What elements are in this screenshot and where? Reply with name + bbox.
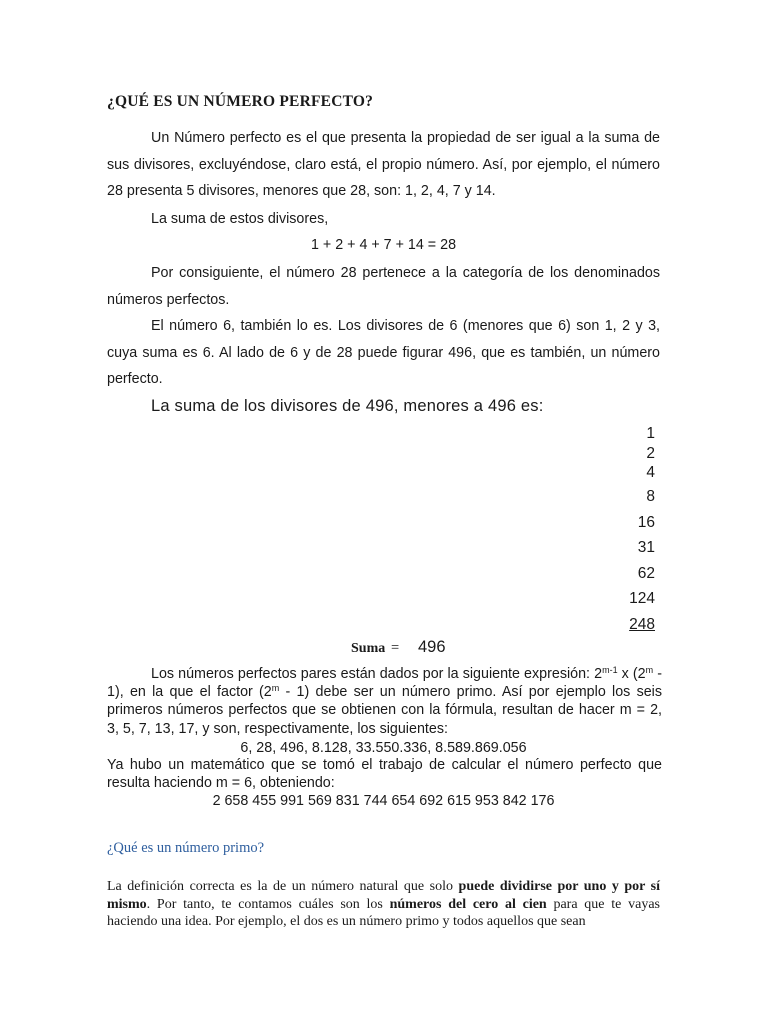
page-title: ¿QUÉ ES UN NÚMERO PERFECTO? (107, 93, 374, 110)
divisor-item-last: 248 (629, 616, 655, 633)
formula-text-2: x (2 (617, 666, 646, 682)
paragraph-number-6-text: El número 6, también lo es. Los divisores de 6 (menores que 6) son 1, 2 y 3, cuya suma es 6. Al lado de 6 y de 28 puede figurar 496, que es también, un número perfecto. (107, 318, 660, 387)
prime-text-2: . Por tanto, te contamos cuáles son los (146, 896, 390, 912)
divisor-item: 31 (637, 539, 655, 556)
sum-equals: = (391, 640, 400, 656)
divisor-item: 4 (646, 464, 655, 481)
formula-text-1: Los números perfectos pares están dados por la siguiente expresión: 2 (151, 666, 603, 682)
paragraph-prime-definition (107, 878, 660, 931)
divisor-item: 1 (646, 425, 655, 442)
formula-sup-3: m (271, 683, 280, 694)
perfect-numbers-list: 6, 28, 496, 8.128, 33.550.336, 8.589.869.056 (240, 740, 527, 756)
paragraph-consequence: Por consiguiente, el número 28 pertenece a la categoría de los denominados números perfectos. (107, 265, 660, 308)
formula-sup-2: m (645, 665, 654, 675)
prime-text-1: La definición correcta es la de un número natural que solo (107, 879, 459, 894)
divisor-item: 124 (629, 590, 655, 607)
equation-28: 1 + 2 + 4 + 7 + 14 = 28 (310, 237, 457, 253)
formula-sup-1: m-1 (602, 665, 618, 675)
prime-bold-2: números del cero al cien (389, 896, 547, 912)
divisor-item: 2 (646, 445, 655, 462)
divisors-intro: La suma de los divisores de 496, menores a 496 es: (151, 397, 544, 415)
paragraph-formula (107, 665, 662, 738)
paragraph-mathematician: Ya hubo un matemático que se tomó el trabajo de calcular el número perfecto que resulta haciendo m = 6, obteniendo: (107, 757, 662, 792)
section-heading-prime: ¿Qué es un número primo? (107, 840, 265, 856)
divisor-item: 16 (637, 514, 655, 531)
sum-value: 496 (418, 638, 446, 656)
sum-label: Suma (351, 641, 386, 656)
large-perfect-number: 2 658 455 991 569 831 744 654 692 615 953 842 176 (212, 793, 555, 809)
divisor-item: 62 (637, 565, 655, 582)
prime-bold-1: puede dividirse por uno y por sí mismo (107, 879, 661, 912)
paragraph-definition: Un Número perfecto es el que presenta la propiedad de ser igual a la suma de sus divisores, excluyéndose, claro está, el propio número. Así, por ejemplo, el número 28 presenta 5 divisores, menores que 28, son: 1, 2, 4, 7 y 14. (107, 130, 660, 199)
formula-text-3: - 1), en la que el factor (2 (107, 666, 662, 701)
divisor-item: 8 (646, 488, 655, 505)
paragraph-number-6 (107, 313, 660, 393)
prime-text-3: para que te vayas haciendo una idea. Por ejemplo, el dos es un número primo y todos aquellos que sean (107, 896, 660, 930)
paragraph-sum-intro: La suma de estos divisores, (151, 211, 329, 227)
formula-text-4: - 1) debe ser un número primo. Así por ejemplo los seis primeros números perfectos que se obtienen con la fórmula, resultan de hacer m = 2, 3, 5, 7, 13, 17, y son, respectivamente, los siguientes: (107, 684, 662, 737)
